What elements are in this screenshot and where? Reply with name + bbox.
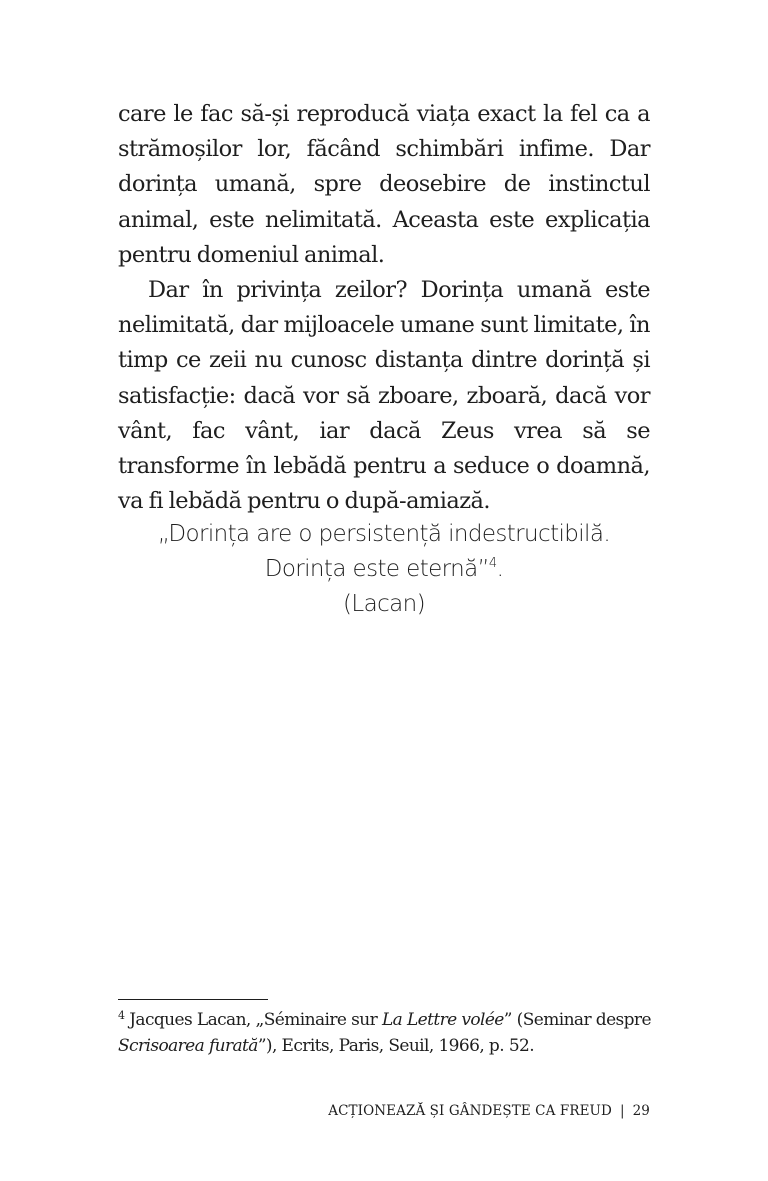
running-title: ACȚIONEAZĂ ȘI GÂNDEȘTE CA FREUD <box>328 1103 612 1119</box>
footnote-title: La Lettre volée <box>381 1010 504 1030</box>
footnote-marker: 4 <box>118 1009 125 1022</box>
footer-separator: | <box>619 1103 625 1119</box>
footnote-text: Jacques Lacan, „Séminaire sur <box>124 1010 382 1030</box>
footnote <box>118 1007 652 1059</box>
quote-text: Dorința este eternă” <box>264 556 489 582</box>
footnote-line <box>118 1033 652 1059</box>
footnote-title: Scrisoarea furată <box>118 1036 258 1056</box>
footnote-reference[interactable]: 4 <box>488 556 497 571</box>
quote-text: . <box>496 556 504 582</box>
quote-line: „Dorința are o persistență indestructibilă. <box>157 521 611 547</box>
paragraph: Dar în privința zeilor? Dorința umană este nelimitată, dar mijloacele umane sunt limitate, în timp ce zeii nu cunosc distanța dintre dorință și satisfacție: dacă vor să zboare, zboară, dacă vor vânt, fac vânt, iar dacă Zeus vrea să se transforme în lebădă pentru a seduce o doamnă, va fi lebădă pentru o după-amiază. <box>118 277 650 515</box>
paragraph: care le fac să-și reproducă viața exact la fel ca a strămoșilor lor, făcând schimbări infime. Dar dorința umană, spre deosebire de instinctul animal, este nelimitată. Aceasta este explicația pentru domeniul animal. <box>118 101 650 268</box>
quote-attribution: (Lacan) <box>343 591 425 617</box>
running-footer <box>328 1103 650 1119</box>
footnote-text: ”), Ecrits, Paris, Seuil, 1966, p. 52. <box>257 1036 535 1056</box>
page-number: 29 <box>632 1103 650 1119</box>
footnote-line <box>118 1007 652 1033</box>
epigraph-quote <box>80 517 688 622</box>
quote-line <box>80 552 688 587</box>
body-text <box>118 97 650 519</box>
footnote-divider <box>118 999 268 1000</box>
footnote-text: ” (Seminar despre <box>503 1010 651 1030</box>
